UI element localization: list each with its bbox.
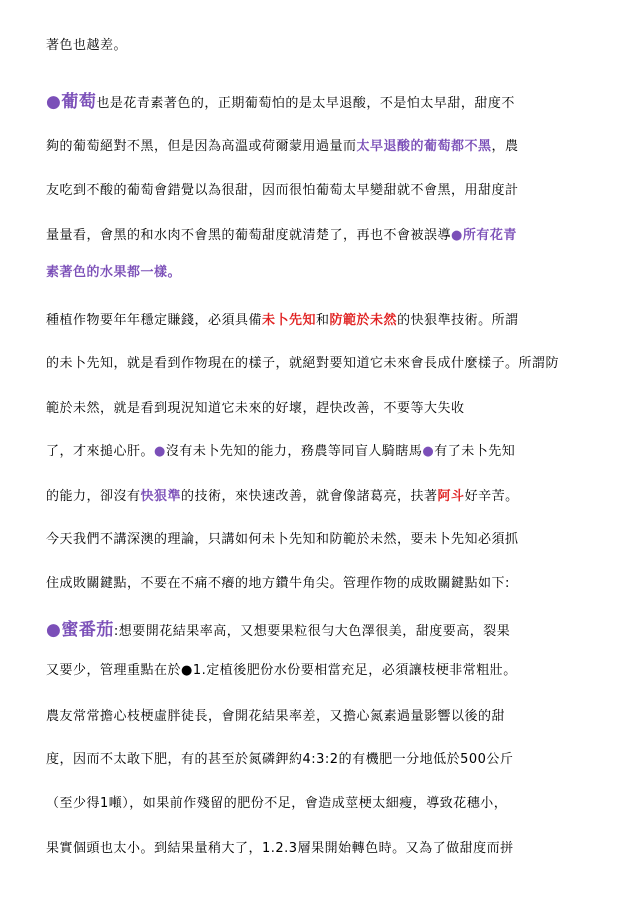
body-text: 果實個頭也太小。到結果量稍大了，1.2.3層果開始轉色時。又為了做甜度而拼 [46, 841, 514, 856]
highlighted-text: 素著色的水果都一樣。 [46, 265, 182, 280]
text-line [46, 621, 510, 641]
text-line [46, 182, 519, 200]
body-text: 著色也越差。 [46, 38, 128, 53]
body-text: 友吃到不酸的葡萄會錯覺以為很甜，因而很怕葡萄太早變甜就不會黑，用甜度計 [46, 183, 519, 198]
body-text: 夠的葡萄絕對不黑，但是因為高溫或荷爾蒙用過量而 [46, 139, 357, 154]
highlighted-text: ●所有花青 [451, 228, 517, 243]
text-line [46, 264, 181, 282]
body-text: 今天我們不講深澳的理論，只講如何未卜先知和防範於未然，要未卜先知必須抓 [46, 532, 519, 547]
body-text: 的未卜先知，就是看到作物現在的樣子，就絕對要知道它未來會長成什麼樣子。所謂防 [46, 356, 560, 371]
body-text: 有了未卜先知 [434, 444, 516, 459]
highlighted-text: ●葡萄 [46, 92, 97, 112]
text-line [46, 400, 465, 418]
highlighted-text: ● [422, 444, 435, 459]
text-line [46, 708, 505, 726]
body-text: 住成敗關鍵點，不要在不痛不癢的地方鑽牛角尖。管理作物的成敗關鍵點如下: [46, 576, 510, 591]
highlighted-text: 未卜先知 [262, 313, 317, 328]
text-line [46, 575, 510, 593]
body-text: 農友常常擔心枝梗虛胖徒長，會開花結果率差，又擔心氮素過量影響以後的甜 [46, 709, 506, 724]
highlighted-text: 阿斗 [437, 489, 465, 504]
highlighted-text: 太早退酸的葡萄都不黑 [356, 139, 492, 154]
body-text: 範於未然，就是看到現況知道它未來的好壞，趕快改善，不要等大失收 [46, 401, 465, 416]
highlighted-text: 快狠準 [140, 489, 182, 504]
body-text: :想要開花結果率高，又想要果粒很勻大色澤很美，甜度要高，裂果 [113, 624, 511, 639]
body-text: （至少得1噸），如果前作殘留的肥份不足，會造成莖梗太細瘦，導致花穗小， [46, 796, 508, 811]
body-text: 好辛苦。 [464, 489, 519, 504]
text-line [46, 488, 519, 506]
text-line [46, 795, 507, 813]
body-text: 的快狠準技術。所謂 [397, 313, 519, 328]
body-text: 和 [316, 313, 330, 328]
body-text: 種植作物要年年穩定賺錢，必須具備 [46, 313, 263, 328]
body-text: 的技術，來快速改善，就會像諸葛亮，扶著 [181, 489, 438, 504]
body-text: ，農 [491, 139, 519, 154]
text-line [46, 443, 515, 461]
text-line [46, 312, 519, 330]
text-line [46, 355, 559, 373]
body-text: 沒有未卜先知的能力，務農等同盲人騎瞎馬 [165, 444, 423, 459]
text-line [46, 662, 517, 680]
highlighted-text: 防範於未然 [329, 313, 398, 328]
text-line [46, 138, 519, 156]
body-text: 的能力，卻沒有 [46, 489, 141, 504]
body-text: 也是花青素著色的，正期葡萄怕的是太早退酸，不是怕太早甜，甜度不 [96, 96, 515, 111]
text-line [46, 840, 514, 858]
body-text: 度，因而不太敢下肥，有的甚至於氮磷鉀約4:3:2的有機肥一分地低於500公斤 [46, 752, 514, 767]
highlighted-text: ●蜜番茄 [46, 620, 114, 640]
text-line [46, 751, 513, 769]
text-line [46, 37, 127, 55]
text-line [46, 531, 519, 549]
text-line [46, 227, 517, 245]
body-text: 量量看，會黑的和水肉不會黑的葡萄甜度就清楚了，再也不會被誤導 [46, 228, 452, 243]
highlighted-text: ● [154, 444, 166, 459]
body-text: 了，才來搥心肝。 [46, 444, 155, 459]
text-line [46, 93, 515, 113]
body-text: 又要少，管理重點在於●1.定植後肥份水份要相當充足，必須讓枝梗非常粗壯。 [46, 663, 517, 678]
